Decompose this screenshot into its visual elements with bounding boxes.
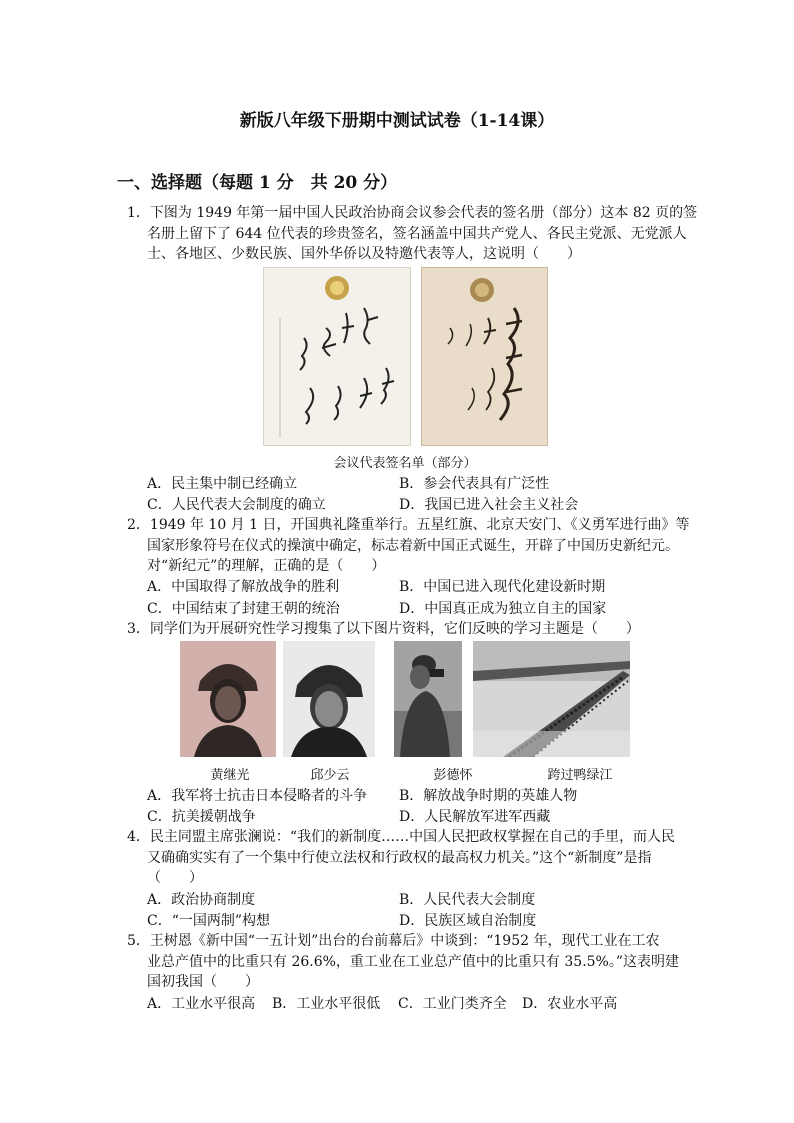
q1-option-d[interactable]: D．我国已进入社会主义社会 <box>399 497 579 513</box>
question-2-line-2: 国家形象符号在仪式的操演中确定，标志着新中国正式诞生，开辟了中国历史新纪元。 <box>147 538 679 554</box>
q2-option-c[interactable]: C．中国结束了封建王朝的统治 <box>147 601 340 617</box>
q1-option-a[interactable]: A．民主集中制已经确立 <box>147 476 298 492</box>
portrait-image-2 <box>283 641 375 757</box>
q2-option-a[interactable]: A．中国取得了解放战争的胜利 <box>147 579 340 595</box>
question-2-line-1: 2．1949 年 10 月 1 日，开国典礼隆重举行。五星红旗、北京天安门、《义勇军进行曲》等 <box>127 517 690 533</box>
q5-option-a[interactable]: A．工业水平很高 <box>147 996 256 1012</box>
question-1-line-2: 名册上留下了 644 位代表的珍贵签名，签名涵盖中国共产党人、各民主党派、无党派人 <box>147 226 687 242</box>
question-1-line-1: 1．下图为 1949 年第一届中国人民政治协商会议参会代表的签名册（部分）这本 82 页的签 <box>127 205 698 221</box>
q5-option-c[interactable]: C．工业门类齐全 <box>398 996 507 1012</box>
q4-option-c[interactable]: C．“一国两制”构想 <box>147 913 271 929</box>
portrait-image-1 <box>180 641 276 757</box>
q2-option-d[interactable]: D．中国真正成为独立自主的国家 <box>399 601 607 617</box>
photo-caption-4: 跨过鸭绿江 <box>547 768 613 783</box>
question-3-line-1: 3．同学们为开展研究性学习搜集了以下图片资料，它们反映的学习主题是（ ） <box>127 621 640 637</box>
q4-option-d[interactable]: D．民族区域自治制度 <box>399 913 537 929</box>
question-4-line-2: 又确确实实有了一个集中行使立法权和行政权的最高权力机关。”这个“新制度”是指 <box>147 850 652 866</box>
q5-option-b[interactable]: B．工业水平很低 <box>272 996 381 1012</box>
portrait-caption-1: 黄继光 <box>210 768 250 783</box>
q4-option-a[interactable]: A．政治协商制度 <box>147 892 256 908</box>
question-5-line-3: 国初我国（ ） <box>147 974 259 990</box>
question-4-line-1: 4．民主同盟主席张澜说：“我们的新制度……中国人民把政权掌握在自己的手里，而人民 <box>127 829 676 845</box>
q3-option-d[interactable]: D．人民解放军进军西藏 <box>399 809 551 825</box>
q1-option-b[interactable]: B．参会代表具有广泛性 <box>399 476 550 492</box>
signature-page-photo-1 <box>263 267 411 446</box>
portrait-peng-dehuai <box>394 641 462 757</box>
signature-image-2 <box>422 268 547 445</box>
question-1-line-3: 士、各地区、少数民族、国外华侨以及特邀代表等人，这说明（ ） <box>147 246 581 262</box>
question-5-line-2: 业总产值中的比重只有 26.6%，重工业在工业总产值中的比重只有 35.5%。”这表明建 <box>147 954 680 970</box>
q5-option-d[interactable]: D．农业水平高 <box>522 996 618 1012</box>
q3-option-b[interactable]: B．解放战争时期的英雄人物 <box>399 788 578 804</box>
q3-option-c[interactable]: C．抗美援朝战争 <box>147 809 256 825</box>
section-heading: 一、选择题（每题 1 分 共 20 分） <box>117 173 398 193</box>
signature-image-1 <box>264 268 410 445</box>
q1-option-c[interactable]: C．人民代表大会制度的确立 <box>147 497 326 513</box>
portrait-image-3 <box>394 641 462 757</box>
page-title: 新版八年级下册期中测试试卷（1-14课） <box>239 111 555 131</box>
question-2-line-3: 对“新纪元”的理解，正确的是（ ） <box>147 558 386 574</box>
figure-1-caption: 会议代表签名单（部分） <box>333 456 477 471</box>
portrait-caption-3: 彭德怀 <box>433 768 473 783</box>
portrait-caption-2: 邱少云 <box>310 768 350 783</box>
q3-option-a[interactable]: A．我军将士抗击日本侵略者的斗争 <box>147 788 368 804</box>
portrait-huang-jiguang <box>180 641 276 757</box>
photo-crossing-yalu-river <box>473 641 630 757</box>
photo-image-4 <box>473 641 630 757</box>
question-5-line-1: 5．王树恩《新中国“一五计划”出台的台前幕后》中谈到：“1952 年，现代工业在工农 <box>127 933 660 949</box>
signature-page-photo-2 <box>421 267 548 446</box>
portrait-qiu-shaoyun <box>283 641 375 757</box>
q4-option-b[interactable]: B．人民代表大会制度 <box>399 892 536 908</box>
question-4-line-3: （ ） <box>147 870 203 886</box>
q2-option-b[interactable]: B．中国已进入现代化建设新时期 <box>399 579 606 595</box>
